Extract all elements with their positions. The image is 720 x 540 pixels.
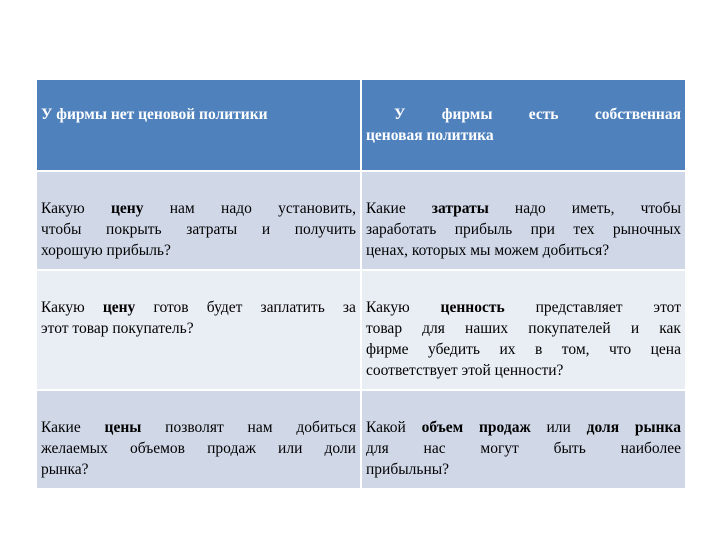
row3-right-line2 [366,438,681,459]
word: надо [221,200,252,217]
header-left-text: У фирмы нет ценовой политики [41,106,268,123]
word: покрыть [106,221,162,238]
row1-right-line3: ценах, которых мы можем добиться? [366,242,610,259]
word: в [534,341,543,358]
word: надо [514,200,546,217]
word: цена [650,341,681,358]
header-own-pricing-policy [361,79,686,171]
word: тех [573,221,595,238]
word: добиться [296,419,356,436]
word: Какую [41,299,85,316]
keyword-price: цену [102,299,136,316]
word: будет [206,299,243,316]
word: фирме [366,341,409,358]
row1-left-line1 [41,198,356,219]
comparison-table [35,78,687,490]
word: для [422,320,445,337]
keyword-price: цену [110,200,144,217]
header-word: У [394,106,406,123]
word: затраты [186,221,238,238]
keyword-market-share: доля [586,419,620,436]
keyword-prices: цены [104,419,142,436]
row2-right-line4: соответствует этой ценности? [366,362,564,379]
row3-left-line2 [41,438,356,459]
row2-right-line3 [366,339,681,360]
word: желаемых [41,440,108,457]
row2-left-cell [36,270,361,390]
word: установить, [278,200,356,217]
word: нам [247,419,273,436]
word: этот [653,299,681,316]
word: как [659,320,681,337]
word: рыночных [612,221,681,238]
word: и [261,221,271,238]
row2-right-line2 [366,318,681,339]
row2-left-line1 [41,297,356,318]
word: для [366,440,389,457]
word: за [342,299,356,316]
header-right-line1 [366,104,681,125]
row3-right-cell [361,390,686,489]
word: объемов [129,440,185,457]
word: быть [553,440,586,457]
row1-left-line3: хорошую прибыль? [41,242,171,259]
row2-right-line1 [366,297,681,318]
row3-left-line3: рынка? [41,461,89,478]
keyword-market-share: рынка [634,419,681,436]
word: их [499,341,516,358]
word: продаж [207,440,256,457]
word: заработать [366,221,437,238]
word: Какие [366,200,406,217]
word: иметь, [571,200,615,217]
word: и [630,320,640,337]
row3-right-line1 [366,417,681,438]
row1-right-line2 [366,219,681,240]
table-row [36,390,686,489]
word: прибыль [454,221,513,238]
row2-right-cell [361,270,686,390]
word: Какой [366,419,406,436]
header-word: есть [528,106,559,123]
header-word: собственная [594,106,681,123]
word: Какую [41,200,85,217]
header-right-line2: ценовая политика [366,127,494,144]
word: получить [294,221,356,238]
word: при [530,221,555,238]
row2-left-line2: этот товар покупатель? [41,320,194,337]
row1-right-line1 [366,198,681,219]
word: готов [153,299,189,316]
word: нас [423,440,446,457]
word: заплатить [260,299,325,316]
word: нам [169,200,195,217]
word: товар [366,320,403,337]
word: наших [465,320,509,337]
keyword-costs: затраты [431,200,489,217]
table-row [36,270,686,390]
keyword-sales-volume: объем [421,419,464,436]
word: или [278,440,303,457]
keyword-sales-volume: продаж [479,419,531,436]
header-no-pricing-policy [36,79,361,171]
word: позволят [165,419,224,436]
header-word: фирмы [441,106,493,123]
word: могут [480,440,519,457]
word: том, [561,341,590,358]
row1-right-cell [361,171,686,270]
word: покупателей [528,320,611,337]
word: чтобы [41,221,82,238]
word: что [609,341,632,358]
row1-left-cell [36,171,361,270]
word: убедить [428,341,480,358]
word: Какую [366,299,410,316]
row3-left-cell [36,390,361,489]
word: представляет [535,299,623,316]
row1-left-line2 [41,219,356,240]
word: доли [324,440,356,457]
word: Какие [41,419,81,436]
word: или [546,419,571,436]
table-header-row [36,79,686,171]
row3-left-line1 [41,417,356,438]
keyword-value: ценность [440,299,505,316]
word: чтобы [640,200,681,217]
row3-right-line3: прибыльны? [366,461,450,478]
word: наиболее [620,440,681,457]
table-row [36,171,686,270]
